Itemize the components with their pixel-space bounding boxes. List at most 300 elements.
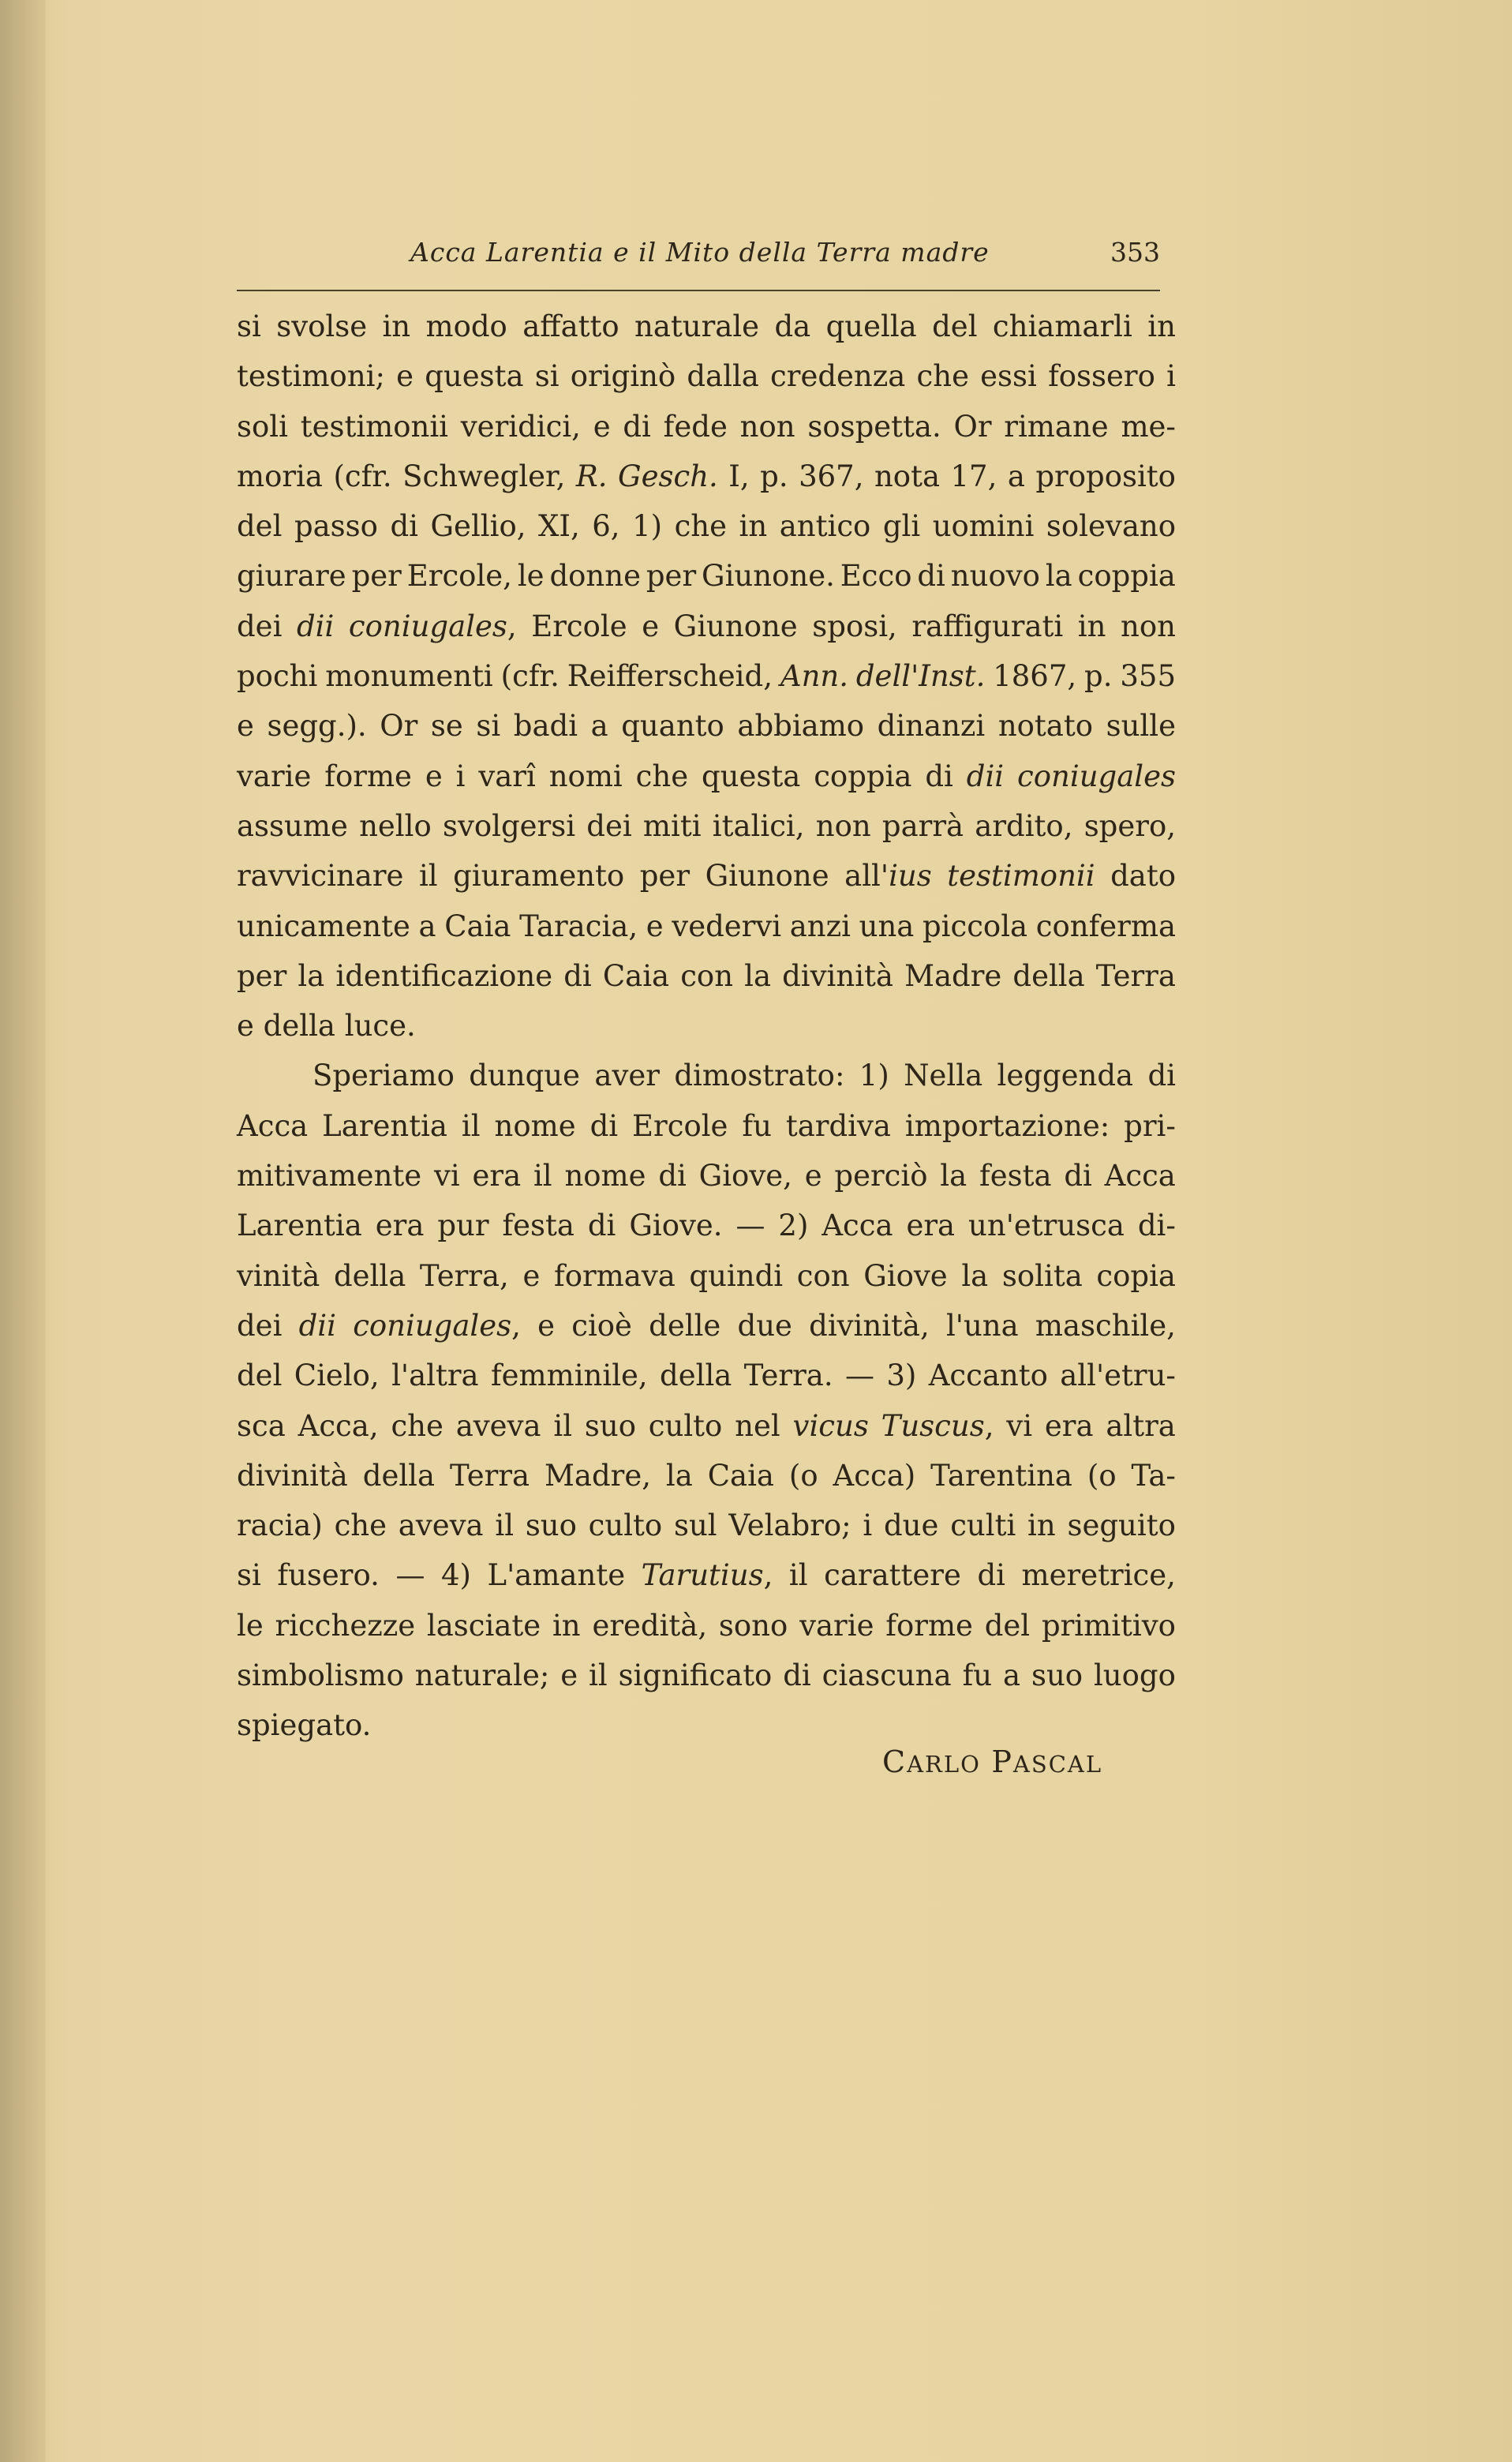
text: per — [646, 559, 697, 594]
text: sca — [237, 1408, 286, 1443]
word — [603, 951, 669, 1001]
text: assume — [237, 808, 348, 843]
text: testimonii — [300, 409, 449, 444]
text: le — [517, 559, 545, 594]
word — [809, 1301, 930, 1351]
word — [1121, 402, 1175, 452]
word — [1166, 351, 1176, 401]
word — [276, 302, 367, 351]
word — [728, 1501, 851, 1550]
word — [1012, 951, 1084, 1001]
text-line — [237, 1351, 1176, 1400]
text: per — [237, 958, 287, 993]
text: 4) — [441, 1558, 471, 1593]
word — [237, 651, 317, 701]
text: Terra. — [743, 1358, 833, 1393]
word — [275, 1601, 416, 1651]
text: una — [859, 909, 915, 943]
page-number: 353 — [1110, 237, 1160, 268]
text-line — [237, 1550, 1176, 1600]
text: unicamente — [237, 909, 410, 943]
word — [461, 402, 581, 452]
text: le — [237, 1608, 264, 1643]
word — [735, 1401, 780, 1451]
word — [1060, 1351, 1176, 1400]
word — [237, 1201, 362, 1250]
text: femminile, — [490, 1358, 648, 1393]
word — [1031, 1651, 1083, 1700]
word — [642, 601, 659, 651]
word — [699, 1151, 792, 1201]
text: all' — [844, 859, 889, 894]
italic-text: dii — [298, 1308, 336, 1343]
text: a — [418, 909, 436, 943]
text: 17, — [950, 459, 997, 493]
text: l'altra — [391, 1358, 479, 1393]
text: copia — [1096, 1258, 1176, 1293]
word — [538, 501, 580, 551]
word — [294, 1351, 380, 1400]
text: era — [472, 1159, 522, 1194]
word — [237, 302, 261, 351]
text: Giunone — [705, 859, 829, 894]
word — [786, 1101, 891, 1151]
word — [640, 851, 690, 901]
word — [680, 951, 733, 1001]
word — [660, 1351, 732, 1400]
text: fede — [663, 409, 728, 444]
word — [905, 1101, 1110, 1151]
word — [564, 1151, 646, 1201]
word — [1027, 1501, 1056, 1550]
word — [425, 751, 443, 801]
text: giuramento — [453, 859, 625, 894]
word — [592, 501, 619, 551]
word — [426, 302, 507, 351]
text: veridici, — [460, 409, 581, 444]
text: luce. — [344, 1009, 416, 1044]
word — [1124, 1101, 1176, 1151]
text: fu — [962, 1658, 993, 1693]
text: di — [917, 559, 945, 594]
word — [571, 1301, 632, 1351]
word — [985, 1601, 1030, 1651]
word — [789, 1451, 818, 1501]
text: tardiva — [785, 1108, 891, 1143]
text: varie — [799, 1608, 874, 1643]
word — [863, 1501, 872, 1550]
word — [535, 351, 560, 401]
word — [298, 951, 324, 1001]
text-line — [237, 1101, 1176, 1151]
text: Ecco — [840, 559, 912, 594]
word — [1004, 402, 1108, 452]
word — [1094, 1651, 1176, 1700]
word — [431, 701, 463, 751]
text: piccola — [922, 909, 1028, 943]
word — [1035, 452, 1176, 501]
text: — — [395, 1558, 425, 1593]
text-line — [237, 551, 1176, 601]
word — [478, 751, 535, 801]
word — [740, 402, 795, 452]
word — [264, 1001, 345, 1051]
word — [437, 1201, 488, 1250]
word — [719, 1601, 788, 1651]
text: divinità — [237, 1458, 348, 1493]
word — [1036, 901, 1176, 951]
word — [298, 1401, 379, 1451]
text: e — [522, 1258, 541, 1293]
running-title: Acca Larentia e il Mito della Terra madre — [410, 237, 990, 268]
text: Terra — [449, 1458, 530, 1493]
word — [591, 701, 608, 751]
text: segg.). — [267, 709, 367, 744]
text: dei — [237, 609, 283, 643]
text: nello — [359, 808, 432, 843]
text-line — [237, 452, 1176, 501]
text: divinità, — [809, 1308, 930, 1343]
text: Giove, — [698, 1159, 792, 1194]
word — [618, 452, 718, 501]
word — [646, 551, 696, 601]
text-line — [237, 951, 1176, 1001]
text: se — [430, 709, 463, 744]
text: Caia — [707, 1458, 774, 1493]
text: L'amante — [487, 1558, 626, 1593]
word — [621, 701, 724, 751]
text: si — [237, 1558, 261, 1593]
text: modo — [425, 309, 507, 343]
text: forme — [885, 1608, 973, 1643]
text: in — [382, 309, 411, 343]
text: primitivo — [1041, 1608, 1176, 1643]
word — [797, 1251, 850, 1301]
word — [998, 701, 1093, 751]
text: 1) — [632, 509, 663, 544]
word — [237, 1401, 286, 1451]
text: per — [639, 859, 691, 894]
word — [237, 1501, 323, 1550]
text: la — [961, 1258, 989, 1293]
word — [237, 551, 346, 601]
word — [859, 901, 915, 951]
word — [793, 1401, 869, 1451]
word — [917, 551, 945, 601]
word — [237, 1101, 308, 1151]
text: in — [1147, 309, 1176, 343]
text: Or — [953, 409, 992, 444]
text: donne — [549, 559, 641, 594]
text: due — [884, 1508, 939, 1543]
word — [237, 951, 286, 1001]
text: non — [739, 409, 795, 444]
word — [571, 351, 676, 401]
text: di — [783, 1658, 811, 1693]
word — [237, 1700, 371, 1750]
word — [549, 551, 641, 601]
text: leggenda — [997, 1059, 1134, 1093]
word — [856, 651, 985, 701]
text: dei — [237, 1308, 283, 1343]
word — [632, 501, 662, 551]
text: monumenti — [325, 659, 493, 694]
word — [237, 751, 311, 801]
text: coppia — [814, 759, 912, 793]
text: e — [396, 359, 414, 394]
word — [444, 901, 511, 951]
word — [789, 1550, 808, 1600]
text: quanto — [621, 709, 724, 744]
word — [961, 1251, 988, 1301]
text: luogo — [1093, 1658, 1176, 1693]
word — [402, 452, 565, 501]
text: svolse — [276, 309, 368, 343]
text: culto — [648, 1408, 723, 1443]
word — [708, 1451, 774, 1501]
text-line — [237, 1501, 1176, 1550]
text: suo — [1031, 1658, 1083, 1693]
word — [335, 1501, 387, 1550]
text: della — [660, 1358, 732, 1393]
text: (o — [1087, 1458, 1117, 1493]
word — [911, 601, 1063, 651]
text: Giunone — [673, 609, 798, 643]
text-line — [237, 851, 1176, 901]
word — [419, 851, 438, 901]
text: aver — [594, 1059, 660, 1093]
text: Accanto — [928, 1358, 1048, 1393]
text: naturale — [634, 309, 760, 343]
text: Madre — [904, 958, 1002, 993]
text-line — [237, 901, 1176, 951]
text: delle — [649, 1308, 721, 1343]
text-line — [237, 651, 1176, 701]
text: coppia — [1077, 559, 1176, 594]
text: a — [1007, 459, 1025, 493]
word — [476, 701, 500, 751]
text: identificazione — [335, 958, 553, 993]
text: di — [589, 1108, 619, 1143]
text: varie — [237, 759, 312, 793]
text: Acca) — [833, 1458, 916, 1493]
text-line — [237, 1301, 1176, 1351]
text: il — [533, 1159, 552, 1194]
text: pri- — [1124, 1108, 1176, 1143]
text-line — [237, 801, 1176, 851]
word — [636, 751, 688, 801]
word — [675, 501, 727, 551]
text: Acca, — [298, 1408, 379, 1443]
text: passo — [294, 509, 378, 544]
word — [313, 1051, 455, 1100]
word — [237, 851, 403, 901]
word — [390, 501, 418, 551]
text-line — [237, 302, 1176, 351]
italic-text: dii — [966, 759, 1005, 793]
text: di — [977, 1558, 1005, 1593]
text: Larentia — [237, 1209, 362, 1243]
italic-text: Gesch. — [618, 459, 718, 493]
word — [533, 1151, 552, 1201]
text: nota — [874, 459, 941, 493]
text: con — [796, 1258, 850, 1293]
text: della — [263, 1009, 335, 1044]
text: miti — [642, 808, 702, 843]
text: p. — [760, 459, 788, 493]
italic-text: Ann. — [780, 659, 848, 694]
word — [728, 452, 749, 501]
word — [415, 1651, 550, 1700]
text: Ta- — [1131, 1458, 1176, 1493]
word — [1008, 452, 1025, 501]
text: Gellio, — [430, 509, 526, 544]
text: abbiamo — [737, 709, 865, 744]
text: il — [553, 1408, 573, 1443]
text-line — [237, 351, 1176, 401]
text-line — [237, 1601, 1176, 1651]
word — [1087, 1451, 1117, 1501]
word — [997, 1051, 1134, 1100]
word — [576, 452, 608, 501]
text-line — [237, 1700, 1176, 1750]
signature-space — [981, 1747, 991, 1779]
word — [799, 1601, 874, 1651]
text: essi — [980, 359, 1037, 394]
text: vi — [1006, 1408, 1033, 1443]
word — [950, 1501, 1016, 1550]
word — [301, 402, 448, 452]
body-text — [237, 302, 1176, 1751]
word — [816, 801, 871, 851]
word — [737, 701, 864, 751]
text: dalla — [687, 359, 759, 394]
word — [382, 302, 410, 351]
text: e — [593, 409, 611, 444]
word — [634, 302, 759, 351]
word — [237, 1251, 320, 1301]
text-line — [237, 1001, 1176, 1051]
word — [560, 1651, 578, 1700]
text: carattere — [824, 1558, 961, 1593]
text: solita — [1001, 1258, 1083, 1293]
text: Ercole — [632, 1108, 728, 1143]
word — [1046, 551, 1072, 601]
text: il — [589, 1658, 608, 1693]
word — [425, 351, 523, 401]
word — [702, 751, 800, 801]
word — [834, 1151, 927, 1201]
word — [885, 1601, 973, 1651]
word — [567, 651, 773, 701]
word — [495, 1501, 514, 1550]
word — [1042, 1601, 1176, 1651]
text-line — [237, 1401, 1176, 1451]
text: e — [425, 759, 443, 793]
word — [297, 601, 334, 651]
word — [491, 1351, 648, 1400]
text: si — [237, 309, 261, 343]
word — [502, 1201, 574, 1250]
word — [739, 501, 768, 551]
word — [1138, 1201, 1176, 1250]
word — [325, 651, 493, 701]
word — [277, 1550, 379, 1600]
word — [782, 951, 893, 1001]
word — [419, 901, 436, 951]
text: XI, — [538, 509, 580, 544]
text: 6, — [592, 509, 620, 544]
text: , — [763, 1558, 773, 1593]
text: quella — [825, 309, 917, 343]
text: che — [674, 509, 728, 544]
word — [590, 1101, 619, 1151]
text-line — [237, 1151, 1176, 1201]
text: meretrice, — [1021, 1558, 1176, 1593]
text: significato — [618, 1658, 773, 1693]
italic-text: coniugales — [348, 609, 507, 643]
word — [237, 1550, 261, 1600]
text: 355 — [1120, 659, 1176, 694]
text: ricchezze — [275, 1608, 416, 1643]
text: la — [1045, 559, 1072, 594]
word — [783, 1651, 811, 1700]
paragraph-2 — [237, 1051, 1176, 1750]
word — [237, 1651, 404, 1700]
word — [623, 402, 651, 452]
word — [863, 1251, 947, 1301]
running-header — [237, 237, 1160, 276]
word — [672, 901, 781, 951]
page-binding-edge — [0, 0, 46, 2462]
text-line — [237, 1451, 1176, 1501]
text: era — [906, 1209, 956, 1243]
word — [322, 1101, 447, 1151]
word — [353, 1301, 521, 1351]
word — [929, 1351, 1048, 1400]
word — [844, 851, 932, 901]
text: a — [1003, 1658, 1021, 1693]
word — [1120, 651, 1176, 701]
word — [345, 1001, 416, 1051]
text: era — [375, 1209, 425, 1243]
text: con — [680, 958, 734, 993]
word — [1132, 1451, 1176, 1501]
word — [519, 901, 638, 951]
text: festa — [979, 1159, 1052, 1194]
text: di — [390, 509, 418, 544]
text: altra — [1106, 1408, 1176, 1443]
word — [833, 1451, 916, 1501]
word — [664, 402, 728, 452]
word — [646, 901, 664, 951]
text: Acca — [821, 1209, 893, 1243]
word — [760, 452, 788, 501]
word — [531, 601, 627, 651]
text: perciò — [834, 1159, 928, 1194]
text: importazione: — [904, 1108, 1110, 1143]
text: chiamarli — [992, 309, 1132, 343]
text: del — [237, 1358, 283, 1393]
text: di — [563, 958, 592, 993]
text: e — [537, 1308, 556, 1343]
word — [1002, 1251, 1083, 1301]
text: pochi — [237, 659, 318, 694]
word — [977, 1550, 1005, 1600]
word — [294, 501, 378, 551]
word — [1045, 1401, 1094, 1451]
word — [588, 1201, 616, 1250]
